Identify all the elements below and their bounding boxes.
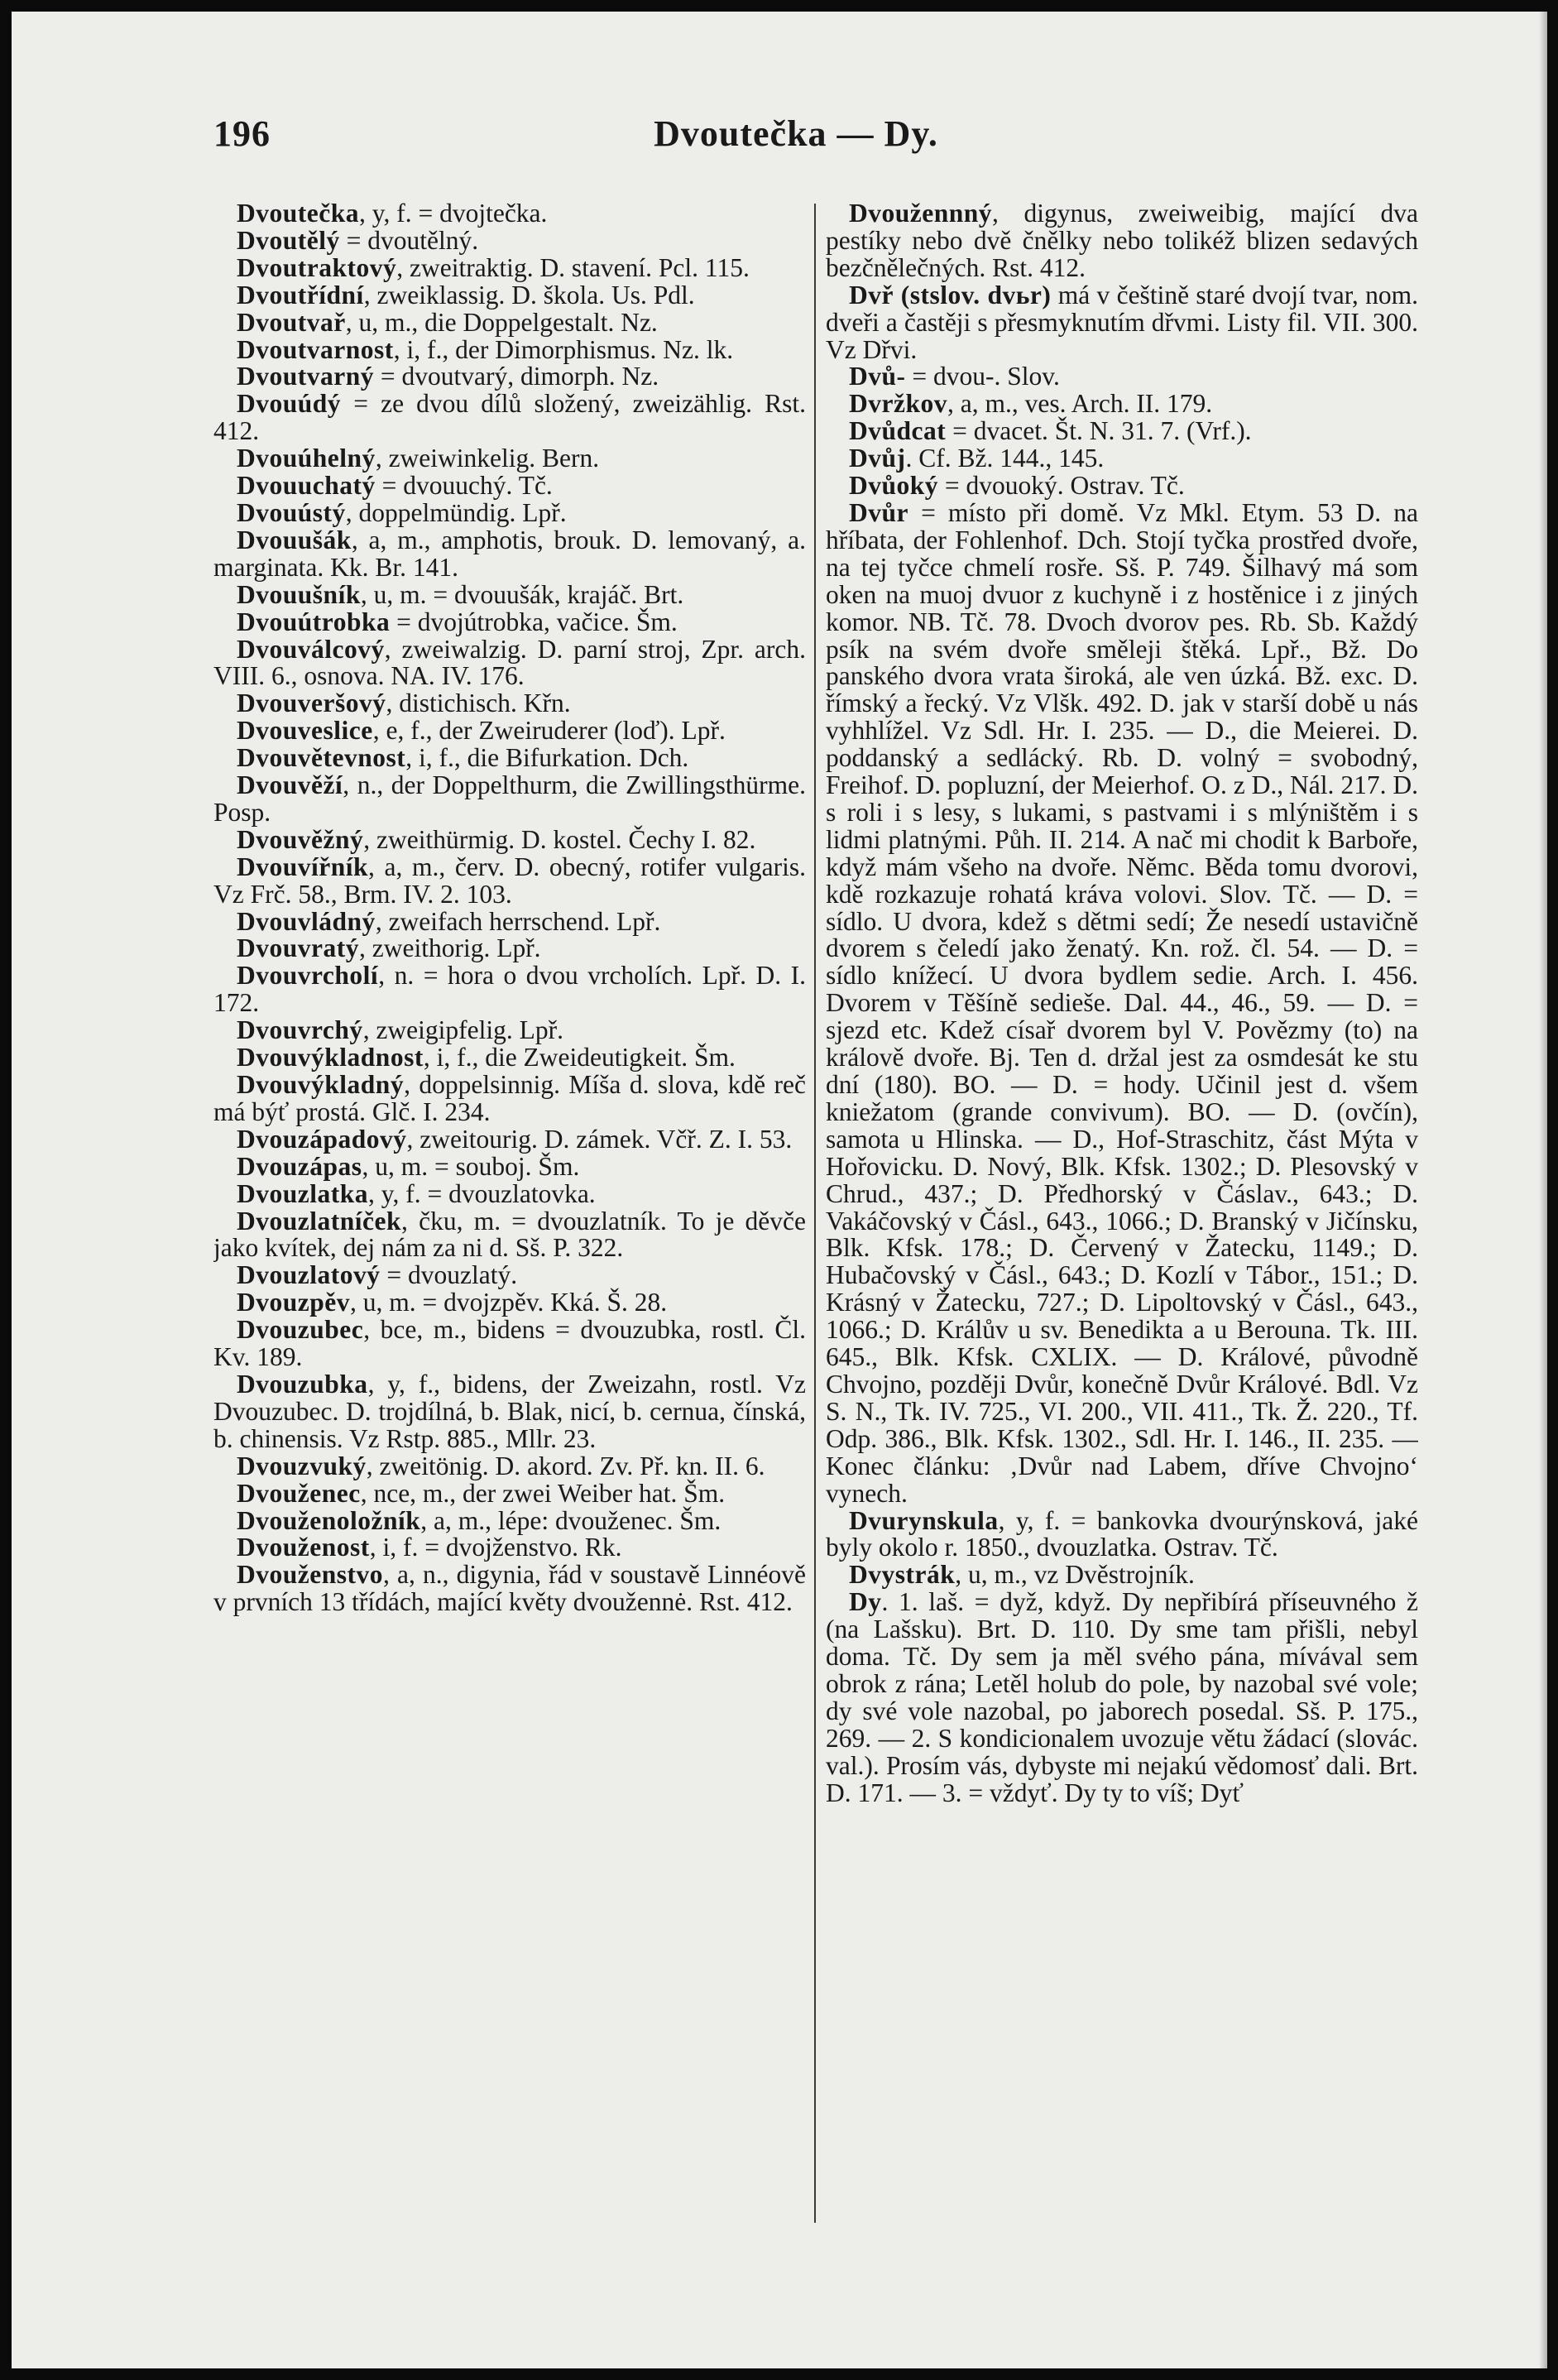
dictionary-entry xyxy=(826,363,1418,391)
page-title: Dvoutečka — Dy. xyxy=(654,113,938,154)
entry-headword: Dvouženec xyxy=(237,1478,361,1508)
entry-headword: Dvouveršový xyxy=(237,689,386,718)
entry-headword: Dvouvrcholí xyxy=(237,961,379,991)
entry-headword: Dvouúhelný xyxy=(237,444,376,473)
entry-headword: Dvouzápas xyxy=(237,1151,362,1181)
entry-headword: Dvouzpěv xyxy=(237,1288,350,1317)
entry-definition: , zweiklassig. D. škola. Us. Pdl. xyxy=(363,280,695,309)
dictionary-entry xyxy=(826,418,1418,445)
dictionary-entry xyxy=(213,497,806,527)
entry-definition: , digynus, zweiweibig, mající dva pestíky nebo dvě čnělky nebo tolikéž blizen sedavých bezčnělečných. Rst. 412. xyxy=(826,200,1418,282)
entry-definition: , u, m. = souboj. Šm. xyxy=(362,1151,580,1181)
entry-definition: . Cf. Bž. 144., 145. xyxy=(905,444,1105,473)
entry-definition: = dvouuchý. Tč. xyxy=(375,471,553,501)
dictionary-page xyxy=(12,12,1547,2368)
dictionary-entry xyxy=(213,824,806,854)
dictionary-entry xyxy=(213,1453,806,1480)
dictionary-entry xyxy=(213,309,806,337)
entry-definition: , u, m. = dvojzpěv. Kká. Š. 28. xyxy=(350,1288,668,1317)
entry-headword: Dvouúdý xyxy=(237,389,342,419)
entry-headword: Dvoužennný xyxy=(849,200,993,228)
entry-definition: , doppelsinnig. Míša d. slova, kdě reč má býť prostá. Glč. I. 234. xyxy=(213,1070,806,1126)
entry-headword: Dvržkov xyxy=(849,389,947,419)
dictionary-entry xyxy=(826,473,1418,500)
entry-headword: Dvouvěží xyxy=(237,770,343,800)
page-edge-shadow xyxy=(1539,12,1547,2368)
dictionary-entry xyxy=(213,1151,806,1181)
dictionary-entry xyxy=(213,473,806,500)
dictionary-entry xyxy=(213,1017,806,1044)
entry-definition: = místo při domě. Vz Mkl. Etym. 53 D. na hříbata, der Fohlenhof. Dch. Stojí tyčka prostřed dvoře, na tej tyčce chmelí rosře. Sš. P. 749. Šilhavý má som oken na muoj dvuor z kuchyně i z hostěnice i z jiných komor. NB. Tč. 78. Dvoch dvorov pes. Rb. Sb. Každý psík na svém dvoře směleji štěká. Lpř., Bž. Do panského dvora vrata široká, ale ven úzká. Bž. exc. D. římský a řecký. Vz Vlšk. 492. D. jak v starší době u nás vyhhlížel. Vz Sdl. Hr. I. 235. — D., die Meierei. D. poddanský a sedlácký. Rb. D. volný = svobodný, Freihof. D. popluzní, der Meierhof. O. z D., Nál. 217. D. s roli i s lesy, s lukami, s pastvami i s mlýništěm i s lidmi platnými. Půh. II. 214. A nač mi chodit k Barboře, když mám všeho na dvoře. Němc. Běda tomu dvorovi, kdě rozkazuje rohatá kráva volovi. Slov. Tč. — D. = sídlo. U dvora, kdež s dětmi sedí; Že nesedí ustavičně dvorem s čeledí jako ženatý. Kn. rož. čl. 54. — D. = sídlo knížecí. U dvora bydlem sedie. Arch. I. 456. Dvorem v Těšíně sedieše. Dal. 44., 46., 59. — D. = sjezd etc. Kdež císař dvorem byl V. Povězmy (to) na králově dvoře. Bj. Ten d. držal jest za osmdesát ke stu dní (180). BO. — D. = hody. Učinil jest d. všem kniežatom (grande convivum). BO. — D. (ovčín), samota u Hlinska. — D., Hof-Straschitz, část Mýta v Hořovicku. D. Nový, Blk. Kfsk. 1302.; D. Plesovský v Chrud., 437.; D. Předhorský v Čáslav., 643.; D. Vakáčovský v Čásl., 643., 1066.; D. Branský v Jičínsku, Blk. Kfsk. 178.; D. Červený v Žatecku, 1149.; D. Hubačovský v Čásl., 643.; D. Kozlí v Tábor., 151.; D. Krásný v Žatecku, 727.; D. Lipoltovský v Čásl., 643., 1066.; D. Králův u sv. Benedikta a u Berouna. Tk. III. 645., Blk. Kfsk. CXLIX. — D. Králové, původně Chvojno, později Dvůr, konečně Dvůr Králové. Bdl. Vz S. N., Tk. IV. 725., VI. 200., VII. 411., Tk. Ž. 220., Tf. Odp. 386., Blk. Kfsk. 1302., Sdl. Hr. I. 146., II. 235. — Konec článku: ‚Dvůr nad Labem, dříve Chvojno‘ vynech. xyxy=(826,497,1418,1508)
entry-headword: Dvouženost xyxy=(237,1533,370,1562)
entry-definition: , i, f., der Dimorphismus. Nz. lk. xyxy=(393,334,734,364)
dictionary-entry xyxy=(213,1126,806,1154)
entry-headword: Dvoutřídní xyxy=(237,280,364,309)
entry-headword: Dvouušák xyxy=(237,525,352,554)
entry-headword: Dvůr xyxy=(849,497,908,527)
entry-definition: , i, f., die Bifurkation. Dch. xyxy=(405,743,689,773)
entry-definition: , zweitönig. D. akord. Zv. Př. kn. II. 6. xyxy=(366,1451,765,1480)
entry-headword: Dvouústý xyxy=(237,497,346,527)
entry-definition: , a, m., červ. D. obecný, rotifer vulgaris. Vz Frč. 58., Brm. IV. 2. 103. xyxy=(213,852,806,909)
dictionary-entry xyxy=(213,717,806,745)
entry-definition: , e, f., der Zweiruderer (loď). Lpř. xyxy=(372,716,726,746)
dictionary-entry xyxy=(213,636,806,691)
dictionary-entry xyxy=(213,1317,806,1371)
dictionary-entry xyxy=(213,772,806,827)
entry-headword: Dvoutraktový xyxy=(237,252,397,282)
entry-definition: , u, m., die Doppelgestalt. Nz. xyxy=(345,307,658,337)
dictionary-entry xyxy=(213,391,806,445)
dictionary-entry xyxy=(213,745,806,772)
entry-headword: Dvoutělý xyxy=(237,225,340,255)
dictionary-entry xyxy=(213,445,806,473)
dictionary-entry xyxy=(213,334,806,364)
entry-definition: , a, n., digynia, řád v soustavě Linnéově v prvních 13 třídách, mající květy dvoužennė. Rst. 412. xyxy=(213,1560,806,1617)
entry-headword: Dvouvládný xyxy=(237,906,376,936)
entry-definition: = dvoutvarý, dimorph. Nz. xyxy=(374,362,659,391)
right-column xyxy=(826,200,1418,2319)
entry-headword: Dvouvýkladný xyxy=(237,1070,405,1099)
dictionary-entry xyxy=(213,609,806,636)
entry-definition: , u, m. = dvouušák, krajáč. Brt. xyxy=(360,579,684,609)
dictionary-entry xyxy=(213,906,806,936)
entry-definition: , doppelmündig. Lpř. xyxy=(345,497,567,527)
entry-definition: , y, f. = dvojtečka. xyxy=(359,200,548,228)
entry-definition: , zweitourig. D. zámek. Včř. Z. I. 53. xyxy=(406,1124,793,1154)
entry-definition: , nce, m., der zwei Weiber hat. Šm. xyxy=(360,1478,726,1508)
entry-headword: Dvouvířník xyxy=(237,852,369,881)
entry-headword: Dvouveslice xyxy=(237,716,373,746)
entry-headword: Dvůdcat xyxy=(849,416,947,446)
entry-headword: Dvystrák xyxy=(849,1560,956,1590)
dictionary-entry xyxy=(213,579,806,609)
dictionary-entry xyxy=(826,1505,1418,1562)
entry-definition: = dvacet. Št. N. 31. 7. (Vrf.). xyxy=(946,416,1252,446)
entry-definition: má v češtině staré dvojí tvar, nom. dveři a častěji s přesmyknutím dřvmi. Listy fil. VII. 300. Vz Dřvi. xyxy=(826,280,1418,364)
dictionary-entry xyxy=(213,1262,806,1289)
entry-headword: Dy xyxy=(849,1587,882,1617)
entry-headword: Dvů- xyxy=(849,362,906,391)
dictionary-entry xyxy=(213,252,806,282)
dictionary-entry xyxy=(213,200,806,228)
dictionary-entry xyxy=(826,282,1418,364)
dictionary-entry xyxy=(826,391,1418,418)
dictionary-entry xyxy=(826,200,1418,282)
dictionary-entry xyxy=(213,282,806,309)
dictionary-entry xyxy=(826,497,1418,1508)
entry-headword: Dvouzubka xyxy=(237,1369,368,1399)
column-divider xyxy=(814,204,816,2223)
entry-definition: , y, f., bidens, der Zweizahn, rostl. Vz Dvouzubec. D. trojdílná, b. Blak, nicí, b. cernua, čínská, b. chinensis. Vz Rstp. 885., Mllr. 23. xyxy=(213,1369,806,1453)
entry-headword: Dvouzlatka xyxy=(237,1178,369,1208)
entry-headword: Dvůoký xyxy=(849,471,939,501)
entry-headword: Dvouženoložník xyxy=(237,1505,421,1535)
left-column xyxy=(213,200,806,2319)
dictionary-entry xyxy=(213,1044,806,1072)
entry-headword: Dvouušník xyxy=(237,579,361,609)
entry-headword: Dvř (stslov. dvьr) xyxy=(849,280,1052,309)
page-header xyxy=(12,113,1547,162)
entry-headword: Dvoutečka xyxy=(237,200,359,228)
entry-definition: , zweithorig. Lpř. xyxy=(359,933,541,963)
dictionary-entry xyxy=(213,363,806,391)
entry-definition: , y, f. = dvouzlatovka. xyxy=(368,1178,596,1208)
entry-definition: , a, m., lépe: dvouženec. Šm. xyxy=(420,1505,721,1535)
entry-definition: = dvouoký. Ostrav. Tč. xyxy=(938,471,1185,501)
entry-headword: Dvůj xyxy=(849,444,906,473)
entry-definition: , zweithürmig. D. kostel. Čechy I. 82. xyxy=(363,824,756,854)
entry-definition: . 1. laš. = dyž, když. Dy nepřibírá příseuvného ž (na Lašsku). Brt. D. 110. Dy sme tam přišli, nebyl doma. Tč. Dy sem ja měl svého pána, mívával sem obrok z rána; Letěl holub do pole, by nazobal své vole; dy své vole nazobal, po jaborech posedal. Sš. P. 175., 269. — 2. S kondicionalem uvozuje větu žádací (slovác. val.). Prosím vás, dybyste mi nejakú vědomosť dali. Brt. D. 171. — 3. = vždyť. Dy ty to víš; Dyť xyxy=(826,1587,1418,1807)
entry-definition: , bce, m., bidens = dvouzubka, rostl. Čl. Kv. 189. xyxy=(213,1315,806,1372)
entry-headword: Dvouzlatníček xyxy=(237,1206,401,1236)
entry-headword: Dvouvětevnost xyxy=(237,743,406,773)
entry-definition: , i, f., die Zweideutigkeit. Šm. xyxy=(423,1043,736,1072)
dictionary-entry xyxy=(213,690,806,717)
entry-definition: , y, f. = bankovka dvourýnsková, jaké byly okolo r. 1850., dvouzlatka. Ostrav. Tč. xyxy=(826,1505,1418,1562)
entry-headword: Dvouženstvo xyxy=(237,1560,383,1590)
dictionary-entry xyxy=(213,527,806,582)
entry-definition: , zweitraktig. D. stavení. Pcl. 115. xyxy=(396,252,750,282)
dictionary-entry xyxy=(213,962,806,1017)
dictionary-entry xyxy=(213,1480,806,1508)
entry-headword: Dvouvrchý xyxy=(237,1015,363,1045)
entry-definition: , zweiwalzig. D. parní stroj, Zpr. arch. VIII. 6., osnova. NA. IV. 176. xyxy=(213,634,806,691)
dictionary-entry xyxy=(213,1208,806,1263)
entry-headword: Dvoutvař xyxy=(237,307,346,337)
entry-definition: , distichisch. Křn. xyxy=(386,689,571,718)
entry-definition: = dvouzlatý. xyxy=(380,1260,518,1290)
entry-headword: Dvouválcový xyxy=(237,634,385,664)
entry-headword: Dvouzlatový xyxy=(237,1260,381,1290)
entry-headword: Dvoutvarný xyxy=(237,362,375,391)
entry-headword: Dvouútrobka xyxy=(237,607,391,636)
entry-definition: , čku, m. = dvouzlatník. To je děvče jako kvítek, dej nám za ni d. Sš. P. 322. xyxy=(213,1206,806,1263)
entry-definition: , zweifach herrschend. Lpř. xyxy=(375,906,661,936)
dictionary-entry xyxy=(213,225,806,255)
entry-definition: , zweiwinkelig. Bern. xyxy=(375,444,600,473)
entry-definition: , i, f. = dvojženstvo. Rk. xyxy=(369,1533,622,1562)
dictionary-entry xyxy=(826,1562,1418,1589)
entry-definition: , n., der Doppelthurm, die Zwillingsthürme. Posp. xyxy=(213,770,806,827)
entry-definition: , a, m., ves. Arch. II. 179. xyxy=(947,389,1213,419)
dictionary-entry xyxy=(213,1289,806,1317)
dictionary-entry xyxy=(213,1505,806,1535)
entry-definition: , u, m., vz Dvěstrojník. xyxy=(955,1560,1195,1590)
entry-headword: Dvouvýkladnost xyxy=(237,1043,424,1072)
entry-headword: Dvouzápadový xyxy=(237,1124,407,1154)
dictionary-entry xyxy=(213,1562,806,1616)
entry-definition: = dvou-. Slov. xyxy=(905,362,1060,391)
entry-definition: = dvojútrobka, vačice. Šm. xyxy=(390,607,678,636)
dictionary-entry xyxy=(826,445,1418,473)
entry-definition: , zweigipfelig. Lpř. xyxy=(362,1015,563,1045)
entry-headword: Dvouvratý xyxy=(237,933,359,963)
dictionary-entry xyxy=(213,854,806,909)
entry-definition: = ze dvou dílů složený, zweizählig. Rst. 412. xyxy=(213,389,806,446)
entry-definition: , a, m., amphotis, brouk. D. lemovaný, a. marginata. Kk. Br. 141. xyxy=(213,525,806,582)
entry-headword: Dvouzubec xyxy=(237,1315,364,1345)
entry-definition: = dvoutělný. xyxy=(339,225,479,255)
entry-definition: , n. = hora o dvou vrcholích. Lpř. D. I. 172. xyxy=(213,961,806,1018)
entry-headword: Dvouzvuký xyxy=(237,1451,367,1480)
entry-headword: Dvouvěžný xyxy=(237,824,364,854)
entry-headword: Dvouuchatý xyxy=(237,471,376,501)
dictionary-entry xyxy=(213,935,806,962)
dictionary-entry xyxy=(213,1371,806,1453)
dictionary-entry xyxy=(213,1534,806,1562)
dictionary-entry xyxy=(213,1178,806,1208)
dictionary-entry xyxy=(826,1589,1418,1807)
dictionary-entry xyxy=(213,1072,806,1126)
entry-headword: Dvoutvarnost xyxy=(237,334,394,364)
entry-headword: Dvurynskula xyxy=(849,1505,999,1535)
page-number: 196 xyxy=(213,113,271,154)
